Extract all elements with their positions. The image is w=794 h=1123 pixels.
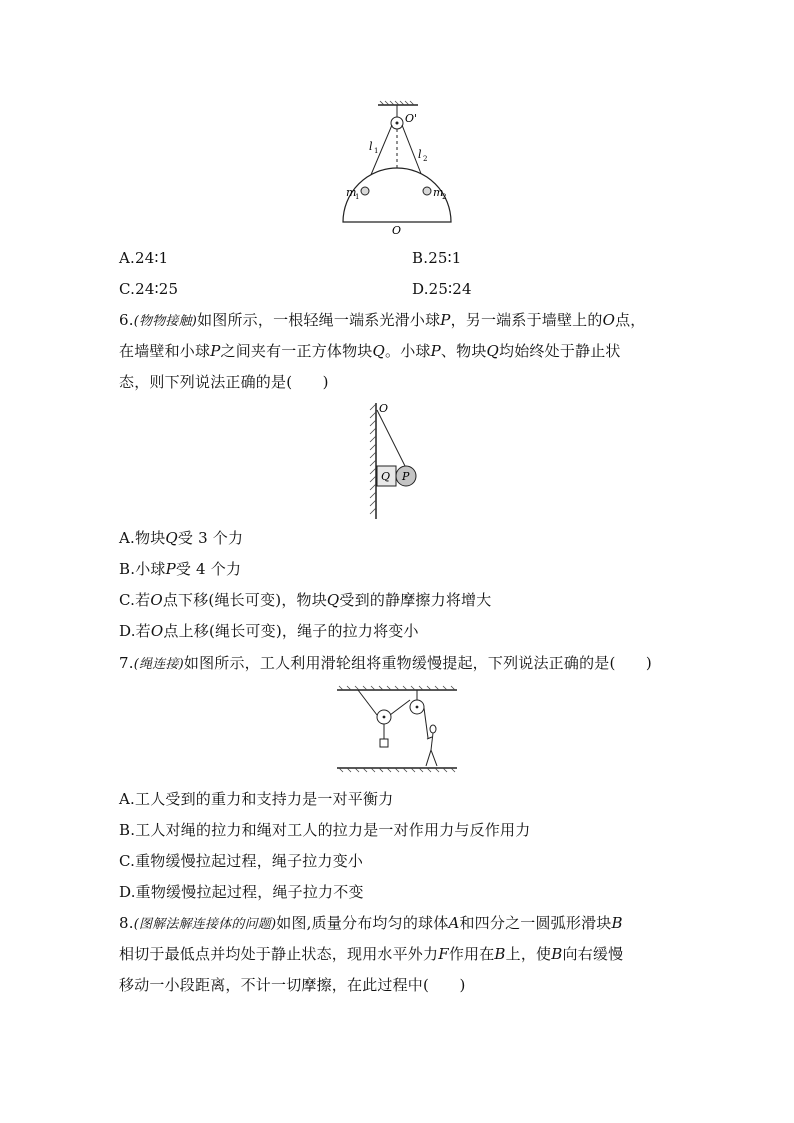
- rope-to-worker: [424, 708, 428, 738]
- q5-option-d[interactable]: D.25∶24: [412, 280, 472, 298]
- q6-option-d-post: 点上移(绳长可变)，绳子的拉力将变小: [163, 622, 419, 640]
- q6-option-a-post: 受 3 个力: [177, 529, 244, 547]
- label-m2-sub: 2: [442, 193, 447, 201]
- q6-option-a-q: Q: [165, 529, 178, 547]
- q7-tag: (绳连接): [133, 657, 184, 672]
- ceiling: [337, 686, 457, 690]
- label-o-prime: O': [405, 112, 418, 125]
- q8-line2-a: 相切于最低点并均处于静止状态，现用水平外力: [119, 945, 439, 963]
- q7-option-c[interactable]: C.重物缓慢拉起过程，绳子拉力变小: [119, 852, 364, 870]
- q6-option-c-mid: 点下移(绳长可变)，物块: [162, 591, 327, 609]
- q6-line1-a: 如图所示，一根轻绳一端系光滑小球: [197, 311, 441, 329]
- worker-icon: [426, 725, 437, 766]
- q6-line1-p: P: [440, 311, 451, 329]
- floor: [337, 768, 457, 772]
- q8-line2-d: 向右缓慢: [562, 945, 624, 963]
- q8-line2-c: 上，使: [505, 945, 552, 963]
- q6-option-d-pre: D.若: [119, 622, 151, 640]
- q8-line1-b: 和四分之一圆弧形滑块: [459, 914, 612, 932]
- q6-line2-c: 。小球: [385, 342, 431, 360]
- q7-stem-text: 如图所示，工人利用滑轮组将重物缓慢提起，下列说法正确的是( ): [183, 654, 652, 672]
- q7-number: 7.: [119, 654, 134, 672]
- q7-option-a[interactable]: A.工人受到的重力和支持力是一对平衡力: [119, 790, 394, 808]
- q7-option-d[interactable]: D.重物缓慢拉起过程，绳子拉力不变: [119, 883, 364, 901]
- q6-line2-q2: Q: [486, 342, 500, 360]
- label-o: O: [379, 402, 389, 415]
- q8-line2-b-var2: B: [551, 945, 563, 963]
- q6-line2-p2: P: [430, 342, 441, 360]
- label-m2: m: [433, 186, 444, 199]
- rope-ceiling-to-left-pulley: [358, 690, 377, 715]
- q8-stem-line1: [119, 913, 623, 935]
- q6-line2-a: 在墙壁和小球: [119, 342, 211, 360]
- q6-stem-line3: 态，则下列说法正确的是( ): [119, 373, 329, 391]
- q8-line1-b-var: B: [611, 914, 623, 932]
- q6-line1-b: ，另一端系于墙壁上的: [450, 311, 603, 329]
- label-o: O: [392, 224, 402, 237]
- q6-option-a-pre: A.物块: [119, 529, 166, 547]
- q8-tag: (图解法解连接体的问题): [133, 917, 277, 932]
- rope-left-pulley-to-right-pulley: [390, 700, 410, 715]
- q6-option-c-o: O: [150, 591, 163, 609]
- q6-option-c-pre: C.若: [119, 591, 151, 609]
- label-l2-sub: 2: [423, 155, 428, 163]
- q6-option-b-pre: B.小球: [119, 560, 166, 578]
- weight-block: [380, 739, 388, 747]
- label-m1: m: [346, 186, 357, 199]
- q7-option-b[interactable]: B.工人对绳的拉力和绳对工人的拉力是一对作用力与反作用力: [119, 821, 531, 839]
- q6-option-b-post: 受 4 个力: [175, 560, 242, 578]
- q5-option-a[interactable]: A.24∶1: [119, 249, 169, 267]
- q8-line1-a-var: A: [448, 914, 460, 932]
- q6-line2-e: 均始终处于静止状: [499, 342, 621, 360]
- q8-line2-f: F: [438, 945, 449, 963]
- label-l1: l: [369, 140, 373, 153]
- label-m1-sub: 1: [355, 193, 360, 201]
- q6-line1-o: O: [602, 311, 616, 329]
- q6-option-c-q: Q: [326, 591, 340, 609]
- q8-number: 8.: [119, 914, 134, 932]
- q6-line2-b: 之间夹有一正方体物块: [220, 342, 373, 360]
- label-l2: l: [418, 148, 422, 161]
- q6-line2-p: P: [210, 342, 221, 360]
- q8-stem-line2: [119, 944, 623, 964]
- q6-tag: (物物接触): [133, 314, 198, 329]
- q8-line2-b: 作用在: [448, 945, 495, 963]
- q8-line1-a: 如图,质量分布均匀的球体: [276, 914, 449, 932]
- q6-line1-c: 点，: [615, 311, 646, 329]
- q8-stem-line3: 移动一小段距离，不计一切摩擦，在此过程中( ): [119, 976, 466, 994]
- label-p: P: [402, 470, 410, 483]
- label-q: Q: [381, 470, 391, 483]
- label-l1-sub: 1: [374, 147, 379, 155]
- q5-option-b[interactable]: B.25∶1: [412, 249, 462, 267]
- q6-option-b-p: P: [165, 560, 176, 578]
- q5-option-c[interactable]: C.24∶25: [119, 280, 179, 298]
- q6-option-c-post: 受到的静摩擦力将增大: [339, 591, 492, 609]
- q6-option-d-o: O: [150, 622, 164, 640]
- q6-line2-q: Q: [372, 342, 386, 360]
- q8-line2-b-var: B: [494, 945, 506, 963]
- q6-number: 6.: [119, 311, 134, 329]
- q6-line2-d: 、物块: [440, 342, 487, 360]
